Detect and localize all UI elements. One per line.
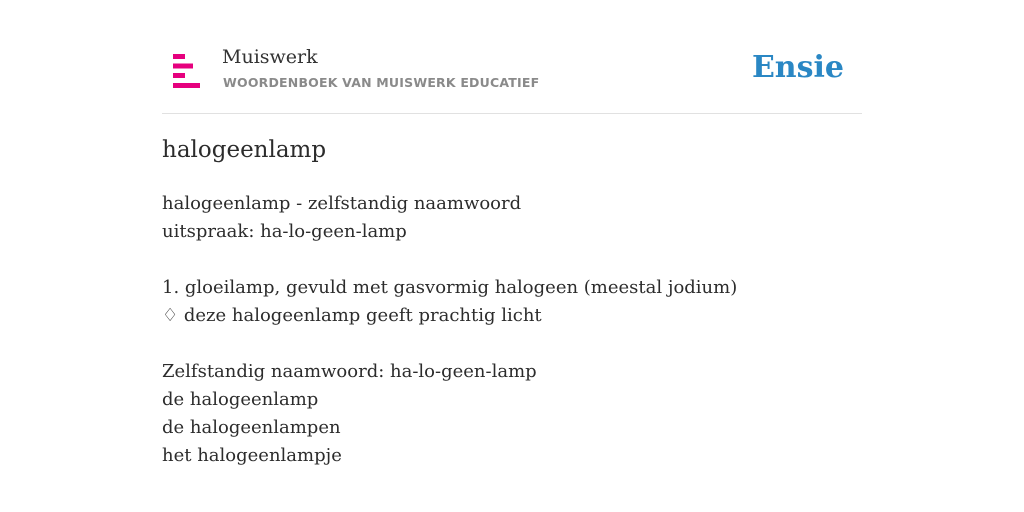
entry-headline: halogeenlamp - zelfstandig naamwoord: [162, 193, 522, 214]
spacer: [162, 330, 862, 358]
form-list-item: het halogeenlampje: [162, 445, 342, 466]
entry-content: [162, 190, 862, 470]
spacer: [162, 246, 862, 274]
entry-definition: 1. gloeilamp, gevuld met gasvormig halogeen (meestal jodium): [162, 277, 738, 298]
brand-title[interactable]: Muiswerk: [222, 46, 318, 68]
page-title: halogeenlamp: [162, 137, 327, 163]
entry-pronunciation: uitspraak: ha-lo-geen-lamp: [162, 221, 407, 242]
entry-example: ♢ deze halogeenlamp geeft prachtig licht: [162, 305, 542, 326]
form-list-item: de halogeenlampen: [162, 417, 341, 438]
ensie-logo[interactable]: Ensie: [751, 50, 844, 85]
site-header: [162, 40, 862, 114]
muiswerk-logo-icon[interactable]: [173, 54, 200, 88]
grammar-header: Zelfstandig naamwoord: ha-lo-geen-lamp: [162, 361, 537, 382]
form-list-item: de halogeenlamp: [162, 389, 319, 410]
brand-subtitle: WOORDENBOEK VAN MUISWERK EDUCATIEF: [223, 75, 540, 90]
